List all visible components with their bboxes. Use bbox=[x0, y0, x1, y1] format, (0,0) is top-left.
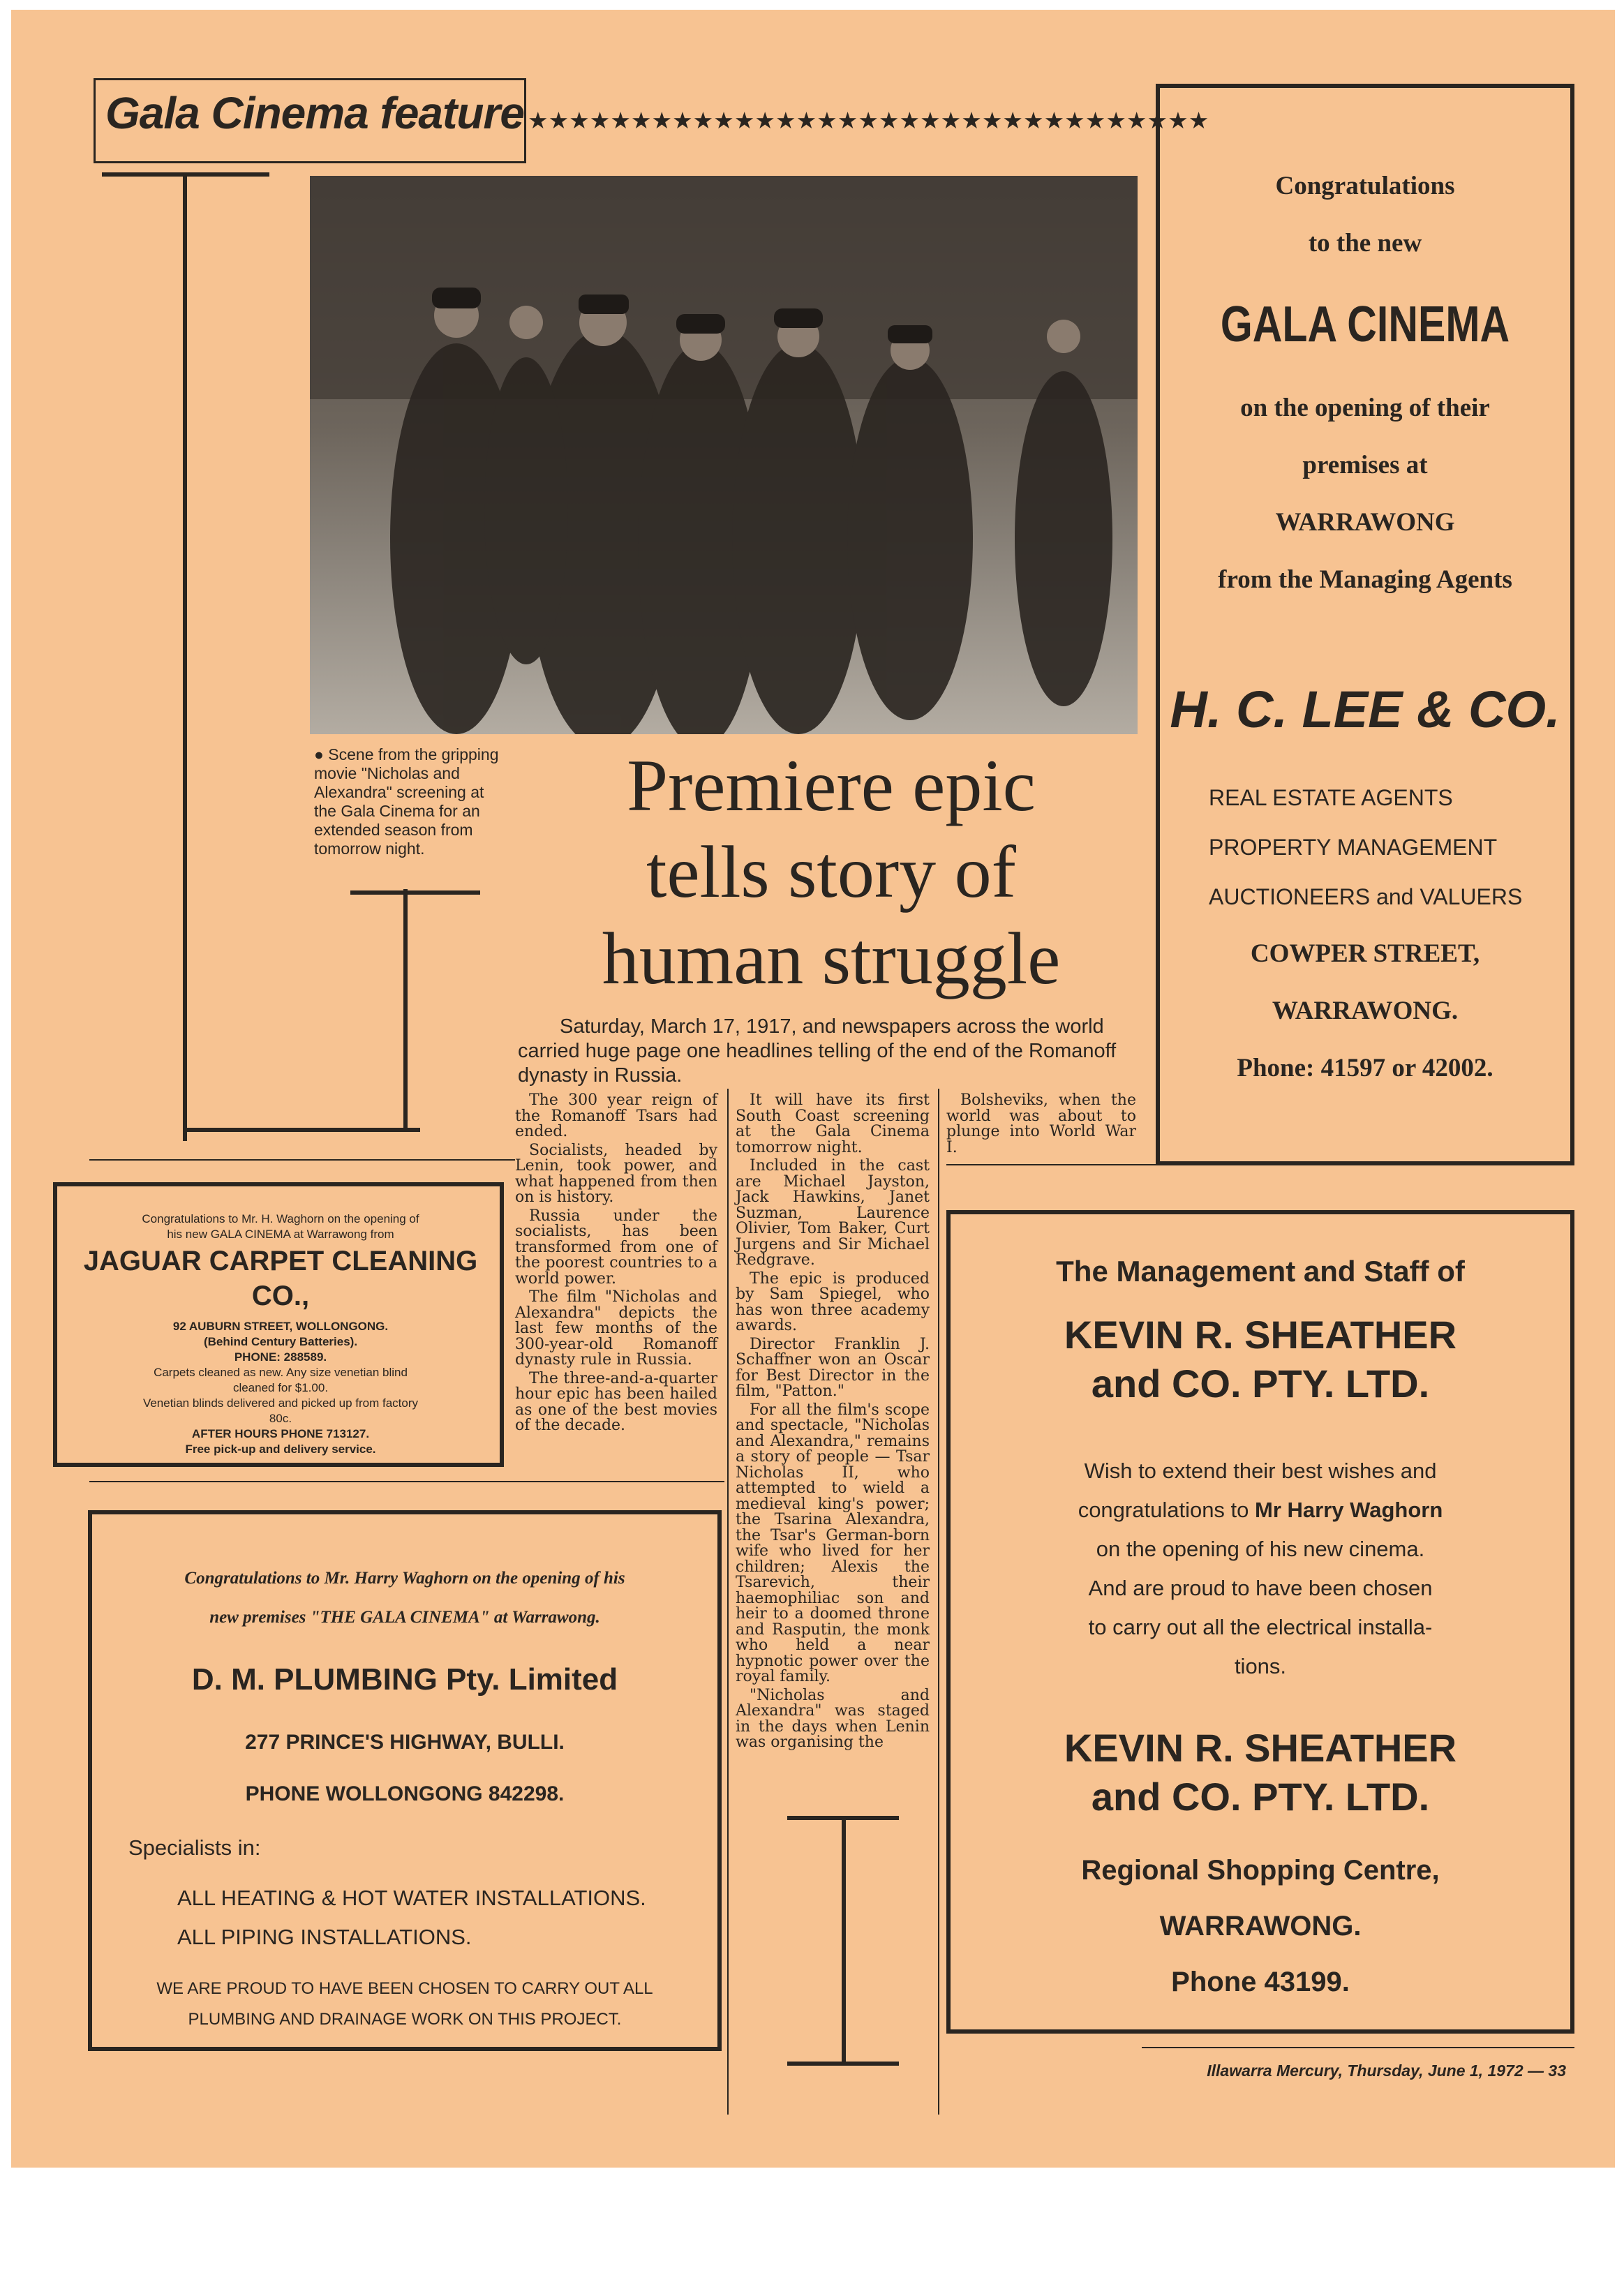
column-rule bbox=[938, 1089, 939, 2115]
ad-text: from the Managing Agents bbox=[1218, 565, 1512, 594]
ad-text: Regional Shopping Centre, bbox=[1081, 1855, 1440, 1886]
ad-text: Mr Harry Waghorn bbox=[1255, 1498, 1443, 1522]
ad-text: to carry out all the electrical installa- bbox=[1088, 1615, 1433, 1639]
movie-photo bbox=[310, 176, 1138, 734]
paragraph: It will have its first South Coast screening at the Gala Cinema tomorrow night. bbox=[736, 1091, 930, 1156]
ad-text: AFTER HOURS PHONE 713127. bbox=[191, 1427, 370, 1440]
ad-title: JAGUAR CARPET CLEANING bbox=[83, 1246, 478, 1276]
ad-jaguar bbox=[53, 1182, 504, 1467]
ad-text: WARRAWONG. bbox=[1159, 1911, 1362, 1941]
caption-text: Scene from the gripping movie "Nicholas and Alexandra" screening at the Gala Cinema for an extended season from tomorrow night. bbox=[314, 745, 499, 858]
rule bbox=[403, 889, 408, 1130]
ad-text: PHONE WOLLONGONG 842298. bbox=[245, 1782, 565, 1805]
article-column-1 bbox=[515, 1093, 717, 1437]
ad-text: PHONE: 288589. bbox=[234, 1350, 327, 1364]
headline bbox=[500, 743, 1163, 1002]
star-rule: ★★★★★★★★★★★★★★★★★★★★★★★★★★★★★★★★★ bbox=[528, 109, 1209, 134]
photo-caption bbox=[314, 745, 504, 858]
ad-headline: GALA CINEMA bbox=[1220, 297, 1510, 352]
ad-title: KEVIN R. SHEATHER bbox=[1064, 1313, 1457, 1357]
paragraph: For all the film's scope and spectacle, "Nicholas and Alexandra," remains a story of people — Tsar Nicholas II, who attempted to wield a medieval king's power; the Tsarina Alexandra, the Tsar's German-born wife who lived for her children; Alexis the Tsarevich, their haemophiliac son and heir to a doomed throne and Rasputin, the monk who held a near hypnotic power over the royal family. bbox=[736, 1401, 930, 1685]
ad-text: congratulations to bbox=[1078, 1498, 1256, 1522]
ad-dm-plumbing bbox=[88, 1510, 722, 2051]
ad-text: new premises "THE GALA CINEMA" at Warrawong. bbox=[209, 1608, 600, 1627]
headline-line: tells story of bbox=[646, 831, 1016, 913]
ad-company: H. C. LEE & CO. bbox=[1170, 680, 1560, 738]
ad-title: and CO. PTY. LTD. bbox=[1091, 1775, 1430, 1819]
photo-scene bbox=[310, 176, 1138, 734]
feature-tag-box bbox=[94, 78, 526, 163]
ad-hc-lee bbox=[1156, 84, 1574, 1165]
ad-text: 80c. bbox=[269, 1412, 292, 1425]
ad-text: Free pick-up and delivery service. bbox=[185, 1443, 376, 1456]
article-column-2 bbox=[736, 1093, 930, 1754]
ad-text: COWPER STREET, bbox=[1250, 939, 1480, 968]
rule bbox=[842, 1816, 846, 2064]
ad-text: AUCTIONEERS and VALUERS bbox=[1209, 884, 1523, 909]
feature-tag: Gala Cinema feature bbox=[105, 88, 524, 138]
paragraph: Socialists, headed by Lenin, took power, and what happened from then on is history. bbox=[515, 1141, 717, 1206]
ad-text: And are proud to have been chosen bbox=[1088, 1576, 1433, 1600]
ad-text: Congratulations to Mr. Harry Waghorn on the opening of his bbox=[184, 1569, 625, 1588]
ad-text-row bbox=[951, 1491, 1570, 1530]
ad-text: Phone 43199. bbox=[1171, 1967, 1350, 1997]
ad-text: on the opening of his new cinema. bbox=[1096, 1537, 1425, 1561]
rule bbox=[89, 1159, 515, 1161]
ad-text: cleaned for $1.00. bbox=[232, 1381, 329, 1394]
paragraph: The film "Nicholas and Alexandra" depicts the last few months of the 300-year-old Romanoff dynasty rule in Russia. bbox=[515, 1288, 717, 1369]
ad-text: Specialists in: bbox=[128, 1835, 261, 1860]
newspaper-page bbox=[11, 10, 1615, 2168]
paragraph: Director Franklin J. Schaffner won an Oscar for Best Director in the film, "Patton." bbox=[736, 1335, 930, 1400]
ad-text: Phone: 41597 or 42002. bbox=[1237, 1054, 1493, 1082]
ad-text: REAL ESTATE AGENTS bbox=[1209, 785, 1453, 810]
column-rule bbox=[727, 1089, 729, 2115]
ad-text: The Management and Staff of bbox=[1056, 1255, 1465, 1288]
ad-text: Congratulations bbox=[1275, 172, 1455, 200]
article-column-3 bbox=[946, 1093, 1136, 1158]
ad-text: WARRAWONG bbox=[1275, 508, 1455, 537]
paragraph: The epic is produced by Sam Spiegel, who has won three academy awards. bbox=[736, 1269, 930, 1334]
paragraph: "Nicholas and Alexandra" was staged in the days when Lenin was organising the bbox=[736, 1686, 930, 1751]
ad-text: on the opening of their bbox=[1240, 394, 1490, 422]
rule bbox=[787, 2062, 899, 2066]
ad-text: 92 AUBURN STREET, WOLLONGONG. bbox=[172, 1320, 389, 1333]
paragraph: The 300 year reign of the Romanoff Tsars had ended. bbox=[515, 1091, 717, 1140]
ad-text: to the new bbox=[1308, 229, 1422, 258]
rule bbox=[89, 1481, 724, 1482]
paragraph: Bolsheviks, when the world was about to plunge into World War I. bbox=[946, 1091, 1136, 1156]
rule bbox=[183, 174, 187, 1141]
ad-text: his new GALA CINEMA at Warrawong from bbox=[167, 1228, 394, 1241]
ad-title: D. M. PLUMBING Pty. Limited bbox=[191, 1662, 618, 1697]
ad-text: Venetian blinds delivered and picked up from factory bbox=[142, 1396, 419, 1410]
ad-text: tions. bbox=[1234, 1654, 1287, 1678]
rule bbox=[350, 890, 480, 895]
ad-text: (Behind Century Batteries). bbox=[203, 1335, 358, 1348]
ad-text: Congratulations to Mr. H. Waghorn on the opening of bbox=[142, 1212, 419, 1225]
headline-line: human struggle bbox=[602, 918, 1061, 999]
ad-text: WARRAWONG. bbox=[1272, 997, 1459, 1025]
bullet-icon: ● bbox=[314, 745, 324, 763]
ad-text: PROPERTY MANAGEMENT bbox=[1209, 835, 1498, 860]
ad-title: CO., bbox=[251, 1281, 310, 1311]
ad-text: ALL HEATING & HOT WATER INSTALLATIONS. bbox=[177, 1886, 646, 1910]
rule bbox=[183, 1128, 420, 1132]
paragraph: Russia under the socialists, has been transformed from one of the poorest countries to a world power. bbox=[515, 1207, 717, 1288]
page-folio: Illawarra Mercury, Thursday, June 1, 1972 — 33 bbox=[1207, 2062, 1566, 2080]
paragraph: Included in the cast are Michael Jayston, Jack Hawkins, Janet Suzman, Laurence Olivier, Tom Baker, Curt Jurgens and Sir Michael Redgrave. bbox=[736, 1157, 930, 1269]
rule bbox=[1142, 2047, 1574, 2048]
ad-text: WE ARE PROUD TO HAVE BEEN CHOSEN TO CARRY OUT ALL bbox=[156, 1979, 653, 1998]
lede: Saturday, March 17, 1917, and newspapers across the world carried huge page one headlines telling of the end of the Romanoff dynasty in Russia. bbox=[518, 1015, 1117, 1087]
headline-line: Premiere epic bbox=[627, 745, 1036, 826]
ad-text: premises at bbox=[1302, 451, 1428, 479]
ad-text: Wish to extend their best wishes and bbox=[1084, 1459, 1437, 1483]
ad-text: Carpets cleaned as new. Any size venetian blind bbox=[154, 1366, 408, 1379]
paragraph: The three-and-a-quarter hour epic has been hailed as one of the best movies of the decade. bbox=[515, 1369, 717, 1434]
ad-text: PLUMBING AND DRAINAGE WORK ON THIS PROJECT. bbox=[188, 2010, 622, 2029]
ad-kevin-sheather bbox=[946, 1210, 1574, 2034]
ad-text: 277 PRINCE'S HIGHWAY, BULLI. bbox=[245, 1731, 565, 1754]
ad-text: ALL PIPING INSTALLATIONS. bbox=[177, 1925, 472, 1949]
ad-title: KEVIN R. SHEATHER bbox=[1064, 1726, 1457, 1770]
ad-title: and CO. PTY. LTD. bbox=[1091, 1362, 1430, 1406]
